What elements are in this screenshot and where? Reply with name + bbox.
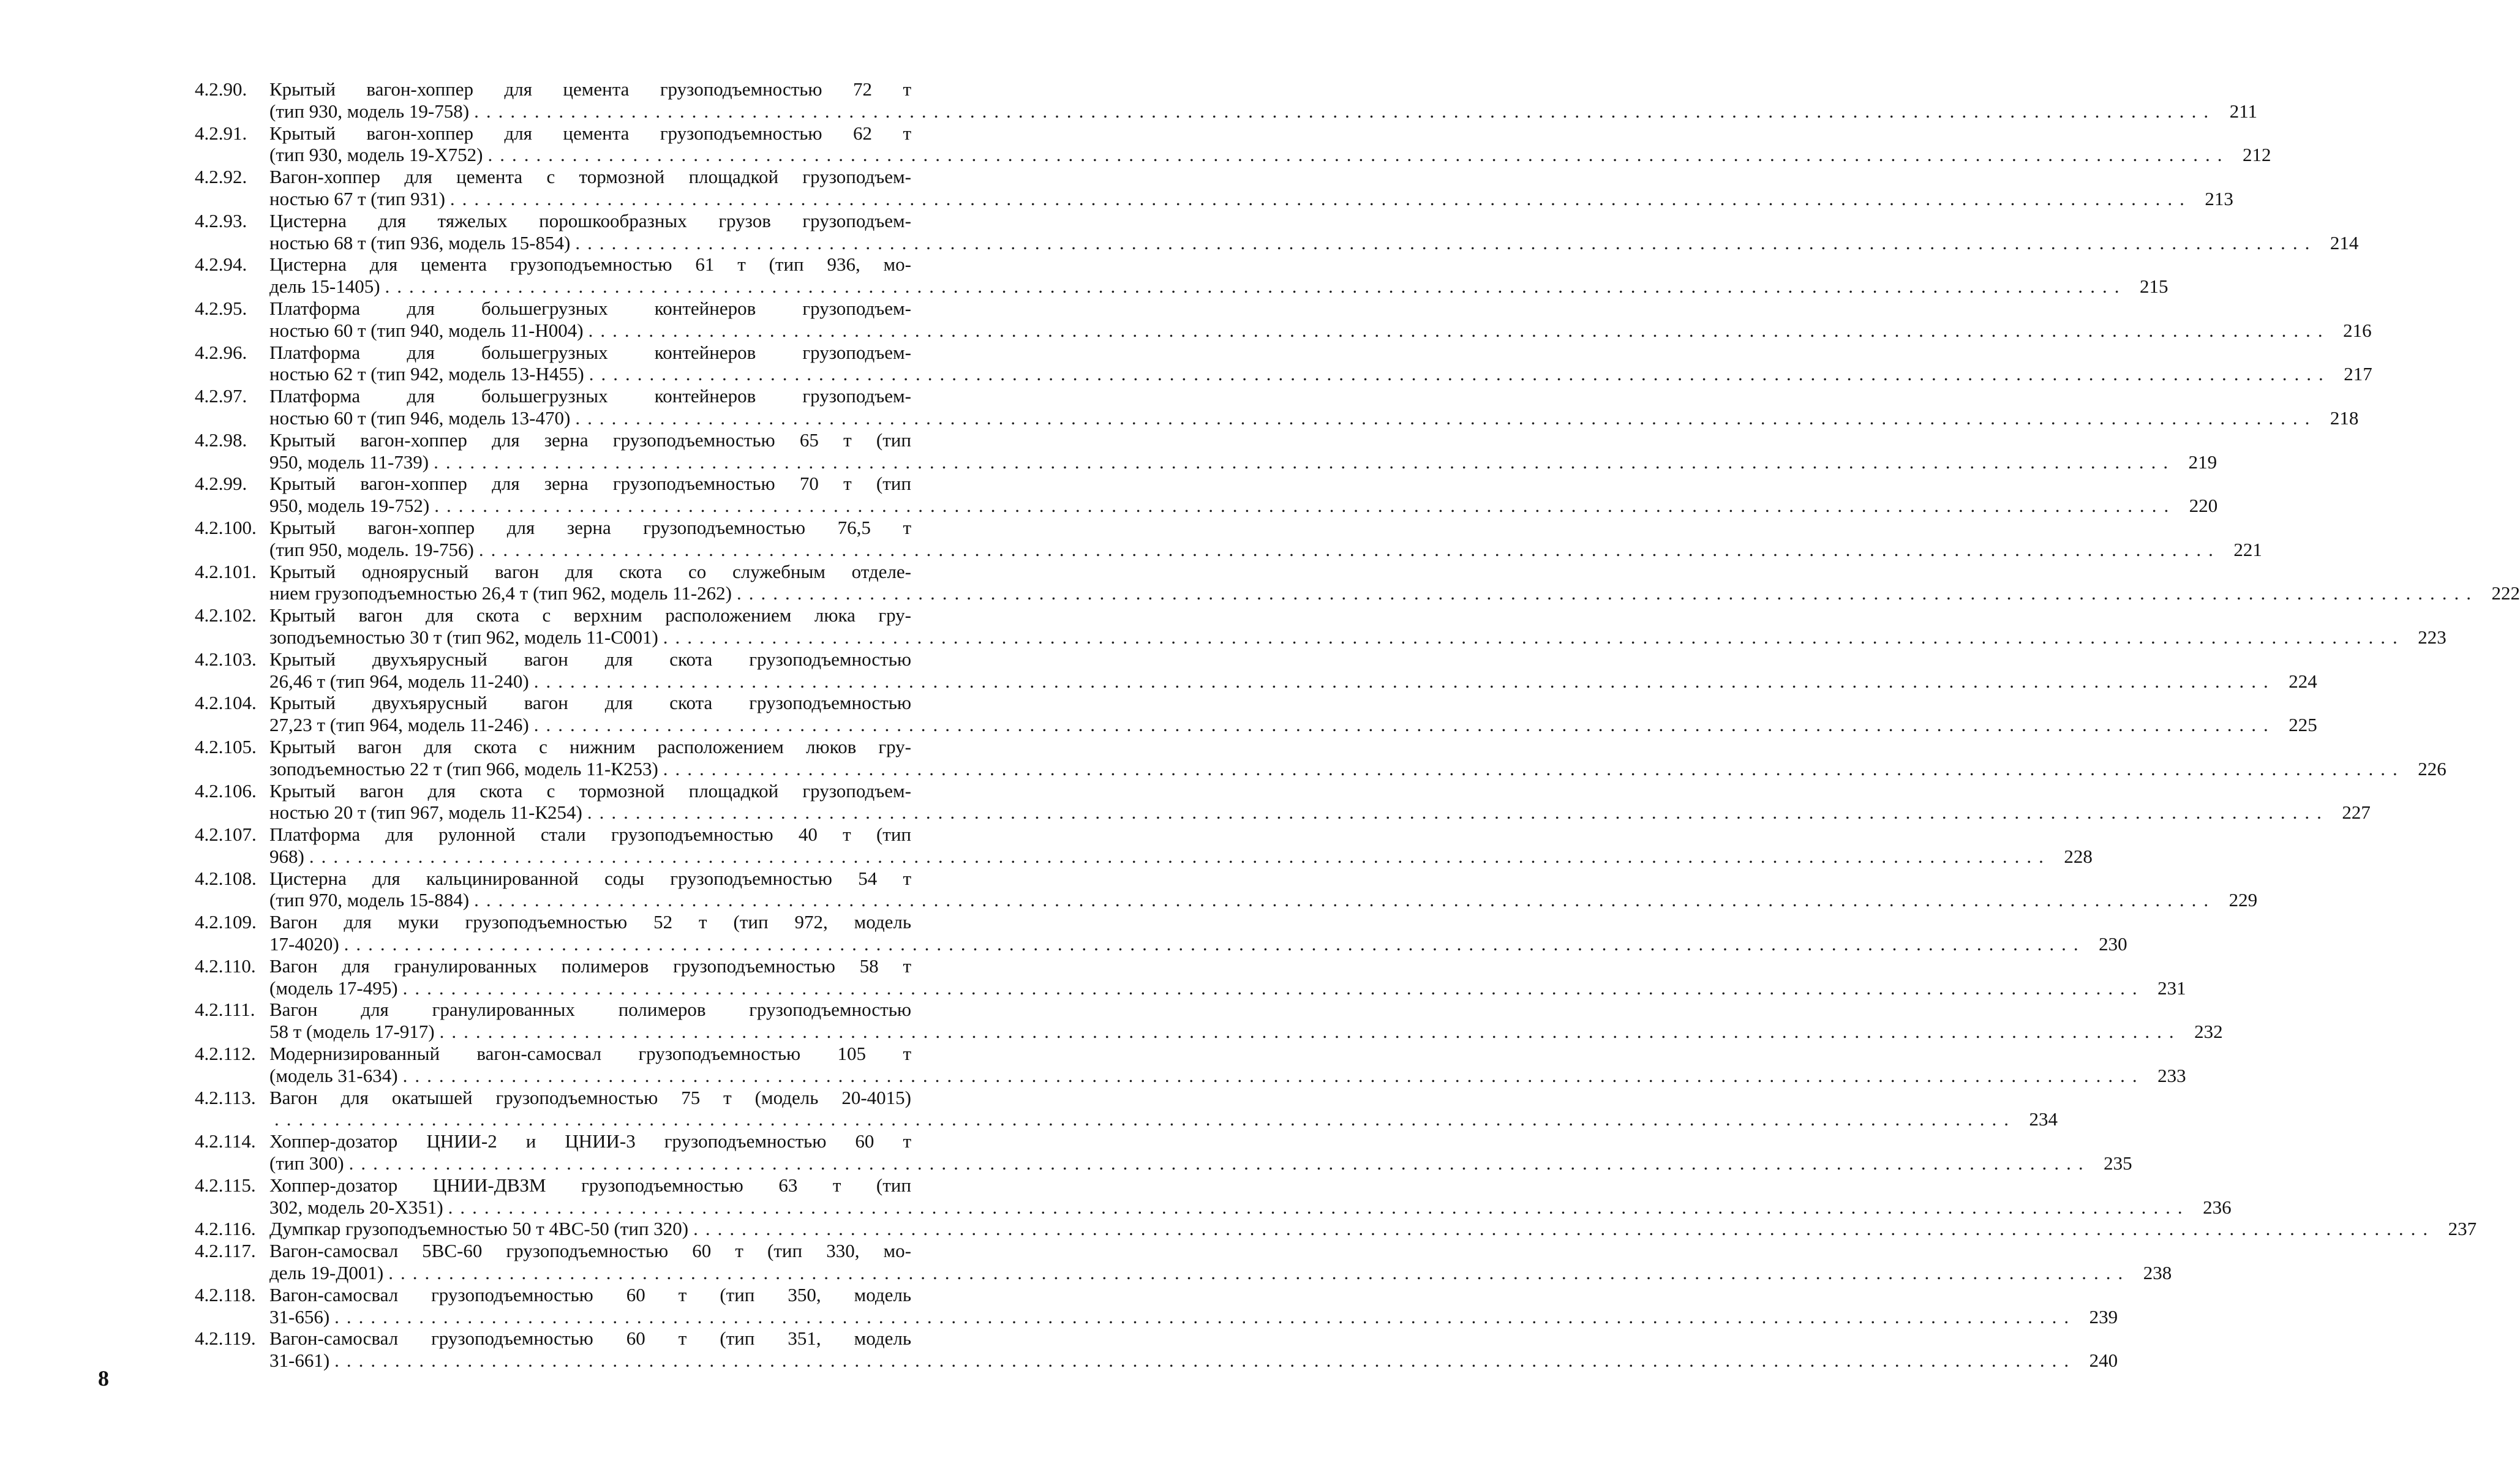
toc-entry[interactable]	[195, 1043, 2186, 1087]
toc-entry[interactable]	[195, 735, 2447, 780]
toc-entry[interactable]	[195, 824, 2093, 868]
entry-page: 240	[2089, 1350, 2118, 1372]
entry-body	[269, 604, 2447, 648]
entry-title-continuation: ностью 68 т (тип 936, модель 15-854)	[269, 231, 571, 254]
dot-leader: ................................................................................................................................................	[448, 1196, 2190, 1218]
entry-title-line: Хоппер-дозатор ЦНИИ-ДВЗМ грузоподъемностью 63 т (тип	[269, 1174, 911, 1196]
dot-leader: ................................................................................................................................................	[309, 845, 2051, 867]
entry-title-line: Крытый вагон для скота с нижним расположением люков гру-	[269, 735, 911, 757]
entry-page: 239	[2089, 1305, 2118, 1328]
entry-last-line	[269, 1152, 2132, 1174]
entry-body	[269, 1174, 2232, 1219]
entry-number: 4.2.101.	[195, 560, 257, 582]
entry-page: 234	[2029, 1108, 2058, 1130]
entry-body	[269, 999, 2223, 1043]
entry-body	[269, 429, 2217, 473]
entry-body	[269, 1130, 2132, 1174]
entry-body	[269, 78, 2258, 122]
dot-leader: ................................................................................................................................................	[736, 582, 2478, 604]
dot-leader: ................................................................................................................................................	[587, 802, 2329, 824]
entry-title-line: Крытый двухъярусный вагон для скота грузоподъемностью	[269, 692, 911, 714]
entry-last-line	[269, 1350, 2118, 1372]
entry-page: 212	[2242, 144, 2271, 166]
entry-body	[269, 254, 2168, 298]
entry-title-line: Цистерна для цемента грузоподъемностью 61 т (тип 936, мо-	[269, 254, 911, 276]
entry-page: 219	[2188, 451, 2217, 473]
entry-page: 223	[2418, 626, 2447, 648]
entry-body	[269, 911, 2127, 955]
dot-leader: ................................................................................................................................................	[474, 100, 2216, 122]
toc-entry[interactable]	[195, 1283, 2118, 1328]
toc-entry[interactable]	[195, 911, 2127, 955]
table-of-contents	[195, 78, 2520, 1372]
entry-title-line: Платформа для большегрузных контейнеров грузоподъем-	[269, 341, 911, 363]
entry-title-continuation: ностью 67 т (тип 931)	[269, 187, 445, 209]
entry-page: 213	[2205, 187, 2233, 209]
entry-number: 4.2.111.	[195, 999, 255, 1021]
dot-leader: ................................................................................................................................................	[434, 451, 2176, 473]
entry-last-line	[269, 144, 2271, 166]
entry-title-continuation: зоподъемностью 22 т (тип 966, модель 11-К253)	[269, 757, 658, 779]
entry-last-line	[269, 495, 2218, 517]
entry-title-continuation: зоподъемностью 30 т (тип 962, модель 11-С001)	[269, 626, 658, 648]
entry-title-line: Модернизированный вагон-самосвал грузоподъемностью 105 т	[269, 1043, 911, 1065]
entry-number: 4.2.115.	[195, 1174, 256, 1196]
toc-entry[interactable]	[195, 473, 2218, 517]
entry-body	[269, 473, 2218, 517]
entry-page: 236	[2203, 1196, 2232, 1218]
entry-number: 4.2.113.	[195, 1086, 256, 1108]
toc-entry[interactable]	[195, 560, 2520, 605]
entry-body	[269, 341, 2372, 386]
toc-entry[interactable]	[195, 1218, 2477, 1240]
dot-leader: ................................................................................................................................................	[663, 626, 2405, 648]
entry-last-line	[269, 1262, 2172, 1284]
entry-body	[269, 867, 2258, 912]
toc-entry[interactable]	[195, 166, 2233, 210]
entry-body	[269, 779, 2371, 824]
toc-entry[interactable]	[195, 429, 2217, 473]
entry-last-line	[269, 977, 2186, 999]
entry-title-continuation: (тип 930, модель 19-758)	[269, 100, 470, 122]
entry-number: 4.2.96.	[195, 341, 247, 363]
dot-leader: ................................................................................................................................................	[344, 933, 2086, 955]
entry-number: 4.2.119.	[195, 1328, 256, 1350]
entry-title-line: Вагон-самосвал грузоподъемностью 60 т (тип 350, модель	[269, 1283, 911, 1305]
entry-last-line	[269, 538, 2262, 561]
entry-title-continuation: 950, модель 19-752)	[269, 495, 430, 517]
entry-number: 4.2.103.	[195, 648, 257, 670]
entry-page: 237	[2448, 1218, 2477, 1240]
dot-leader: ................................................................................................................................................	[449, 187, 2192, 209]
entry-page: 235	[2104, 1152, 2132, 1174]
entry-title-continuation: Думпкар грузоподъемностью 50 т 4ВС-50 (тип 320)	[269, 1218, 689, 1240]
entry-number: 4.2.107.	[195, 824, 257, 846]
entry-page: 224	[2289, 670, 2317, 692]
entry-number: 4.2.97.	[195, 385, 247, 407]
entry-number: 4.2.109.	[195, 911, 257, 933]
entry-page: 225	[2289, 714, 2317, 736]
entry-page: 215	[2140, 276, 2168, 298]
toc-entry[interactable]	[195, 999, 2223, 1043]
entry-number: 4.2.118.	[195, 1283, 256, 1305]
entry-title-continuation: 17-4020)	[269, 933, 339, 955]
entry-number: 4.2.93.	[195, 209, 247, 231]
dot-leader: ................................................................................................................................................	[588, 319, 2330, 341]
toc-entry[interactable]	[195, 209, 2359, 254]
entry-page: 229	[2229, 889, 2258, 911]
entry-title-continuation: (тип 950, модель. 19-756)	[269, 538, 474, 560]
entry-title-line: Цистерна для тяжелых порошкообразных грузов грузоподъем-	[269, 209, 911, 231]
toc-entry[interactable]	[195, 1130, 2132, 1174]
dot-leader: ................................................................................................................................................	[663, 757, 2405, 779]
entry-last-line	[269, 802, 2371, 824]
entry-page: 230	[2099, 933, 2127, 955]
entry-title-line: Вагон-хоппер для цемента с тормозной площадкой грузоподъем-	[269, 166, 911, 188]
entry-last-line	[269, 1305, 2118, 1328]
entry-title-continuation: нием грузоподъемностью 26,4 т (тип 962, модель 11-262)	[269, 582, 732, 604]
entry-number: 4.2.110.	[195, 955, 256, 977]
dot-leader: ................................................................................................................................................	[385, 276, 2127, 298]
toc-entry[interactable]	[195, 779, 2371, 824]
entry-body	[269, 955, 2186, 999]
entry-body	[269, 385, 2359, 429]
toc-entry[interactable]	[195, 648, 2317, 693]
entry-last-line	[269, 1021, 2223, 1043]
entry-body	[269, 1240, 2172, 1284]
entry-last-line	[269, 100, 2258, 122]
toc-entry[interactable]	[195, 297, 2372, 342]
entry-title-line: Крытый вагон-хоппер для зерна грузоподъемностью 76,5 т	[269, 516, 911, 538]
toc-entry[interactable]	[195, 516, 2262, 561]
entry-title-continuation: 950, модель 11-739)	[269, 451, 429, 473]
toc-entry[interactable]	[195, 1328, 2118, 1372]
entry-title-continuation: 31-656)	[269, 1305, 330, 1328]
entry-page: 217	[2344, 363, 2372, 385]
entry-title-line: Вагон-самосвал 5ВС-60 грузоподъемностью 60 т (тип 330, мо-	[269, 1240, 911, 1262]
entry-title-continuation: (тип 300)	[269, 1152, 344, 1174]
entry-title-line: Вагон для муки грузоподъемностью 52 т (тип 972, модель	[269, 911, 911, 933]
entry-title-continuation: (тип 970, модель 15-884)	[269, 889, 470, 911]
entry-body	[269, 1086, 2058, 1131]
entry-title-continuation: ностью 62 т (тип 942, модель 13-Н455)	[269, 363, 584, 385]
entry-title-line: Крытый вагон-хоппер для зерна грузоподъемностью 70 т (тип	[269, 473, 911, 495]
entry-body	[269, 1283, 2118, 1328]
entry-page: 238	[2143, 1262, 2172, 1284]
toc-entry[interactable]	[195, 122, 2271, 167]
dot-leader: ................................................................................................................................................	[402, 977, 2145, 999]
entry-title-continuation: ностью 20 т (тип 967, модель 11-К254)	[269, 802, 582, 824]
entry-page: 222	[2491, 582, 2520, 604]
entry-number: 4.2.106.	[195, 779, 257, 802]
entry-last-line	[269, 889, 2258, 911]
toc-entry[interactable]	[195, 385, 2359, 429]
entry-page: 228	[2064, 845, 2093, 867]
entry-number: 4.2.114.	[195, 1130, 256, 1152]
entry-last-line	[269, 319, 2372, 342]
toc-entry[interactable]	[195, 1174, 2232, 1219]
entry-title-line: Вагон для гранулированных полимеров грузоподъемностью 58 т	[269, 955, 911, 977]
dot-leader: ................................................................................................................................................	[334, 1350, 2077, 1372]
entry-title-line: Крытый вагон для скота с верхним расположением люка гру-	[269, 604, 911, 626]
entry-number: 4.2.95.	[195, 297, 247, 319]
entry-title-line: Крытый вагон для скота с тормозной площадкой грузоподъем-	[269, 779, 911, 802]
dot-leader: ................................................................................................................................................	[439, 1021, 2181, 1043]
entry-number: 4.2.116.	[195, 1218, 256, 1240]
entry-page: 227	[2342, 802, 2371, 824]
entry-title-line: Крытый вагон-хоппер для цемента грузоподъемностью 62 т	[269, 122, 911, 144]
entry-body	[269, 1328, 2118, 1372]
toc-entry[interactable]	[195, 955, 2186, 999]
entry-number: 4.2.117.	[195, 1240, 256, 1262]
entry-body	[269, 735, 2447, 780]
entry-last-line	[269, 187, 2233, 210]
toc-entry[interactable]	[195, 692, 2317, 736]
entry-title-line: Крытый вагон-хоппер для цемента грузоподъемностью 72 т	[269, 78, 911, 100]
entry-title-line: Платформа для большегрузных контейнеров грузоподъем-	[269, 297, 911, 319]
entry-body	[269, 648, 2317, 693]
entry-number: 4.2.92.	[195, 166, 247, 188]
dot-leader: ................................................................................................................................................	[434, 495, 2176, 517]
entry-title-line: Крытый двухъярусный вагон для скота грузоподъемностью	[269, 648, 911, 670]
entry-body	[269, 166, 2233, 210]
entry-last-line	[269, 363, 2372, 385]
entry-body	[269, 824, 2093, 868]
entry-last-line	[269, 451, 2217, 473]
entry-title-continuation: (модель 31-634)	[269, 1064, 398, 1086]
entry-body	[269, 1218, 2477, 1240]
entry-last-line	[269, 714, 2317, 736]
entry-title-continuation: дель 15-1405)	[269, 276, 380, 298]
entry-last-line	[269, 276, 2168, 298]
entry-title-continuation: 968)	[269, 845, 304, 867]
entry-body	[269, 209, 2359, 254]
entry-number: 4.2.91.	[195, 122, 247, 144]
dot-leader: ................................................................................................................................................	[402, 1064, 2145, 1086]
toc-entry[interactable]	[195, 1240, 2172, 1284]
entry-number: 4.2.100.	[195, 516, 257, 538]
entry-last-line	[269, 670, 2317, 693]
entry-last-line	[269, 626, 2447, 648]
entry-page: 233	[2157, 1064, 2186, 1086]
entry-body	[269, 692, 2317, 736]
dot-leader: ................................................................................................................................................	[334, 1305, 2077, 1328]
entry-title-continuation: 31-661)	[269, 1350, 330, 1372]
toc-entry[interactable]	[195, 1086, 2058, 1131]
entry-title-continuation: 27,23 т (тип 964, модель 11-246)	[269, 714, 529, 736]
dot-leader: ................................................................................................................................................	[348, 1152, 2091, 1174]
entry-last-line	[269, 1196, 2232, 1219]
entry-title-line: Хоппер-дозатор ЦНИИ-2 и ЦНИИ-3 грузоподъемностью 60 т	[269, 1130, 911, 1152]
entry-last-line	[269, 933, 2127, 955]
entry-title-line: Крытый одноярусный вагон для скота со служебным отделе-	[269, 560, 911, 582]
entry-last-line	[269, 1218, 2477, 1240]
toc-entry[interactable]	[195, 254, 2168, 298]
entry-number: 4.2.108.	[195, 867, 257, 889]
entry-number: 4.2.102.	[195, 604, 257, 626]
entry-number: 4.2.94.	[195, 254, 247, 276]
entry-last-line	[269, 845, 2093, 868]
entry-last-line	[269, 1108, 2058, 1130]
entry-number: 4.2.105.	[195, 735, 257, 757]
entry-body	[269, 297, 2372, 342]
entry-page: 226	[2418, 757, 2447, 779]
entry-page: 211	[2229, 100, 2258, 122]
entry-title-line: Цистерна для кальцинированной соды грузоподъемностью 54 т	[269, 867, 911, 889]
dot-leader: ................................................................................................................................................	[274, 1108, 2016, 1130]
entry-title-line: Платформа для рулонной стали грузоподъемностью 40 т (тип	[269, 824, 911, 846]
dot-leader: ................................................................................................................................................	[575, 407, 2317, 429]
entry-title-line: Крытый вагон-хоппер для зерна грузоподъемностью 65 т (тип	[269, 429, 911, 451]
entry-title-continuation: ностью 60 т (тип 946, модель 13-470)	[269, 407, 571, 429]
entry-page: 220	[2189, 495, 2218, 517]
entry-title-continuation: ностью 60 т (тип 940, модель 11-Н004)	[269, 319, 584, 341]
entry-page: 216	[2343, 319, 2372, 341]
entry-number: 4.2.112.	[195, 1043, 256, 1065]
entry-title-line: Платформа для большегрузных контейнеров грузоподъем-	[269, 385, 911, 407]
entry-title-line: Вагон для окатышей грузоподъемностью 75 т (модель 20-4015)	[269, 1086, 911, 1108]
toc-entry[interactable]	[195, 341, 2372, 386]
entry-page: 214	[2330, 231, 2359, 254]
toc-entry[interactable]	[195, 78, 2258, 122]
entry-body	[269, 122, 2271, 167]
dot-leader: ................................................................................................................................................	[388, 1262, 2131, 1284]
dot-leader: ................................................................................................................................................	[575, 231, 2317, 254]
dot-leader: ................................................................................................................................................	[487, 144, 2230, 166]
entry-number: 4.2.98.	[195, 429, 247, 451]
entry-title-continuation: 26,46 т (тип 964, модель 11-240)	[269, 670, 529, 692]
entry-page: 218	[2330, 407, 2359, 429]
dot-leader: ................................................................................................................................................	[589, 363, 2331, 385]
dot-leader: ................................................................................................................................................	[693, 1218, 2435, 1240]
entry-title-continuation: (модель 17-495)	[269, 977, 398, 999]
entry-last-line	[269, 757, 2447, 780]
entry-number: 4.2.90.	[195, 78, 247, 100]
entry-body	[269, 1043, 2186, 1087]
toc-entry[interactable]	[195, 604, 2447, 648]
entry-number: 4.2.104.	[195, 692, 257, 714]
entry-page: 232	[2194, 1021, 2223, 1043]
entry-title-continuation: дель 19-Д001)	[269, 1262, 384, 1284]
dot-leader: ................................................................................................................................................	[533, 670, 2276, 692]
entry-title-continuation: 58 т (модель 17-917)	[269, 1021, 435, 1043]
entry-title-continuation: (тип 930, модель 19-Х752)	[269, 144, 483, 166]
entry-last-line	[269, 231, 2359, 254]
entry-body	[269, 560, 2520, 605]
entry-body	[269, 516, 2262, 561]
entry-last-line	[269, 582, 2520, 604]
dot-leader: ................................................................................................................................................	[478, 538, 2221, 560]
dot-leader: ................................................................................................................................................	[474, 889, 2216, 911]
entry-page: 221	[2233, 538, 2262, 560]
page-number: 8	[98, 1366, 109, 1391]
entry-last-line	[269, 1064, 2186, 1087]
entry-title-continuation: 302, модель 20-Х351)	[269, 1196, 443, 1218]
entry-number: 4.2.99.	[195, 473, 247, 495]
entry-last-line	[269, 407, 2359, 429]
dot-leader: ................................................................................................................................................	[533, 714, 2276, 736]
toc-entry[interactable]	[195, 867, 2258, 912]
entry-title-line: Вагон для гранулированных полимеров грузоподъемностью	[269, 999, 911, 1021]
entry-title-line: Вагон-самосвал грузоподъемностью 60 т (тип 351, модель	[269, 1328, 911, 1350]
entry-page: 231	[2157, 977, 2186, 999]
